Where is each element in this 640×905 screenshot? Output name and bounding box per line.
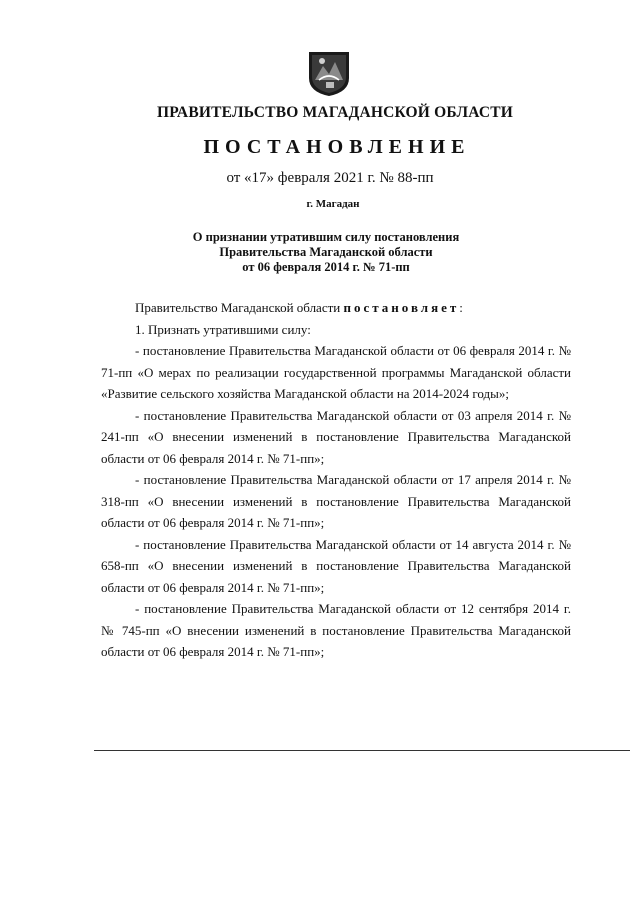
document-type-title: ПОСТАНОВЛЕНИЕ: [203, 136, 471, 158]
list-item: - постановление Правительства Магаданской области от 12 сентября 2014 г. № 745-пп «О внесении изменений в постановление Правительства Магаданской области от 06 февраля 2014 г. № 71-пп»;: [101, 601, 571, 659]
preamble-text: Правительство Магаданской области: [135, 300, 341, 315]
coat-of-arms-icon: [307, 50, 351, 98]
preamble-verb: постановляет: [343, 300, 460, 315]
preamble-colon: :: [459, 300, 463, 315]
government-name: ПРАВИТЕЛЬСТВО МАГАДАНСКОЙ ОБЛАСТИ: [156, 104, 514, 121]
city-name: г. Магадан: [306, 198, 360, 210]
list-item: - постановление Правительства Магаданской области от 14 августа 2014 г. № 658-пп «О внесении изменений в постановление Правительства Магаданской области от 06 февраля 2014 г. № 71-пп»;: [101, 536, 571, 595]
list-item: - постановление Правительства Магаданской области от 17 апреля 2014 г. № 318-пп «О внесении изменений в постановление Правительства Магаданской области от 06 февраля 2014 г. № 71-пп»;: [101, 472, 571, 530]
decree-subject: [0, 230, 640, 275]
subject-line-3: от 06 февраля 2014 г. № 71-пп: [242, 260, 410, 274]
decree-body: [101, 297, 571, 663]
clause-1: 1. Признать утратившими силу:: [135, 321, 311, 337]
decree-date-number: от «17» февраля 2021 г. № 88-пп: [226, 170, 434, 186]
subject-line-1: О признании утратившим силу постановления: [192, 230, 460, 244]
list-item: - постановление Правительства Магаданской области от 06 февраля 2014 г. № 71-пп «О мерах по реализации государственной программы Магаданской области «Развитие сельского хозяйства Магаданской области на 2014-2024 годы»;: [101, 343, 571, 401]
list-item: - постановление Правительства Магаданской области от 03 апреля 2014 г. № 241-пп «О внесении изменений в постановление Правительства Магаданской области от 06 февраля 2014 г. № 71-пп»;: [101, 407, 571, 466]
footer-divider: [94, 750, 630, 751]
preamble: [101, 297, 571, 319]
subject-line-2: Правительства Магаданской области: [219, 245, 433, 259]
